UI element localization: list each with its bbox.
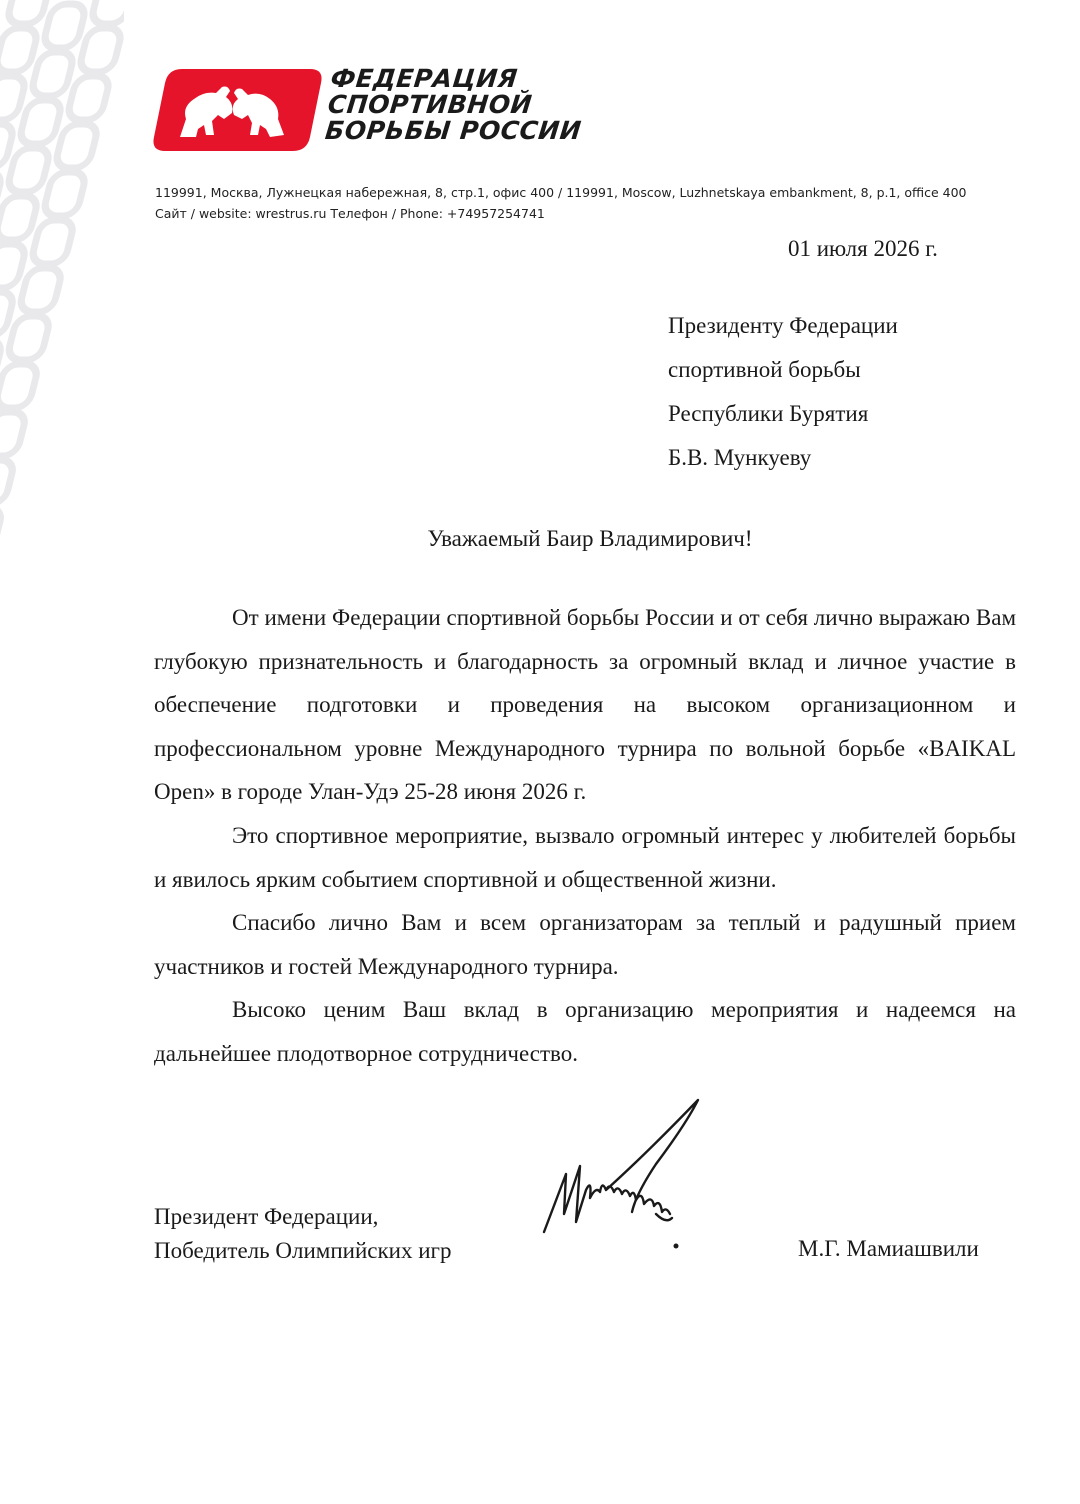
border-chain-link: [0, 364, 39, 408]
body-paragraph-2: Это спортивное мероприятие, вызвало огромный интерес у любителей борьбы и явилось ярким событием спортивной и общественной жизни.: [154, 822, 1016, 892]
border-chain-link: [42, 4, 87, 48]
border-chain-link: [30, 52, 75, 96]
signatory-title-line-2: Победитель Олимпийских игр: [154, 1238, 452, 1263]
border-chain-link: [6, 148, 51, 192]
address-line: 119991, Москва, Лужнецкая набережная, 8, стр.1, офис 400 / 119991, Moscow, Luzhnetskaya embankment, 8, p.1, office 400: [155, 185, 967, 200]
salutation: Уважаемый Баир Владимирович!: [427, 526, 753, 551]
border-chain-link: [18, 100, 63, 144]
wrestling-bears-logo-icon: [152, 69, 324, 151]
addressee-line-1: Президенту Федерации: [668, 313, 898, 338]
letter-body: [154, 596, 1016, 1076]
signatory-name: М.Г. Мамиашвили: [798, 1236, 979, 1261]
body-paragraph-3: Спасибо лично Вам и всем организаторам за теплый и радушный прием участников и гостей Международного турнира.: [154, 910, 1016, 979]
decorative-border: [0, 0, 124, 1504]
addressee-block: [668, 304, 898, 480]
border-chain-link: [0, 412, 27, 456]
body-paragraph-1: От имени Федерации спортивной борьбы России и от себя лично выражаю Вам глубокую признательность и благодарность за огромный вклад и личное участие в обеспечение подготовки и проведения на высоком организационном и профессиональном уровне Международного турнира по вольной борьбе «BAIKAL Open» в городе Улан-Удэ 25-28 июня 2026 г.: [154, 605, 1016, 805]
federation-name-line-3: БОРЬБЫ РОССИИ: [323, 116, 583, 145]
addressee-line-4: Б.В. Мункуеву: [668, 445, 812, 470]
letter-date: 01 июля 2026 г.: [788, 236, 938, 261]
addressee-line-2: спортивной борьбы: [668, 357, 861, 382]
border-chain-link: [42, 172, 87, 216]
border-chain-link: [90, 0, 124, 24]
signatory-title: [154, 1200, 451, 1268]
border-chain-link: [6, 0, 51, 24]
body-paragraph-4: Высоко ценим Ваш вклад в организацию мероприятия и надеемся на дальнейшее плодотворное сотрудничество.: [154, 997, 1016, 1066]
border-chain-link: [78, 28, 123, 72]
federation-name: [324, 66, 652, 144]
border-chain-link: [6, 316, 51, 360]
border-chain-link: [0, 28, 39, 72]
border-chain-link: [66, 76, 111, 120]
addressee-line-3: Республики Бурятия: [668, 401, 869, 426]
border-chain-link: [30, 220, 75, 264]
contact-line: Сайт / website: wrestrus.ru Телефон / Phone: +74957254741: [155, 206, 545, 221]
federation-name-line-2: СПОРТИВНОЙ: [326, 90, 534, 119]
federation-logo: [152, 66, 652, 152]
handwritten-signature: [536, 1094, 716, 1269]
border-chain-link: [54, 124, 99, 168]
letterhead-contacts: [155, 182, 1035, 224]
signatory-title-line-1: Президент Федерации,: [154, 1204, 379, 1229]
border-chain-link: [18, 268, 63, 312]
border-chain-link: [0, 460, 15, 504]
federation-name-line-1: ФЕДЕРАЦИЯ: [329, 64, 520, 93]
border-chain-link: [0, 196, 39, 240]
